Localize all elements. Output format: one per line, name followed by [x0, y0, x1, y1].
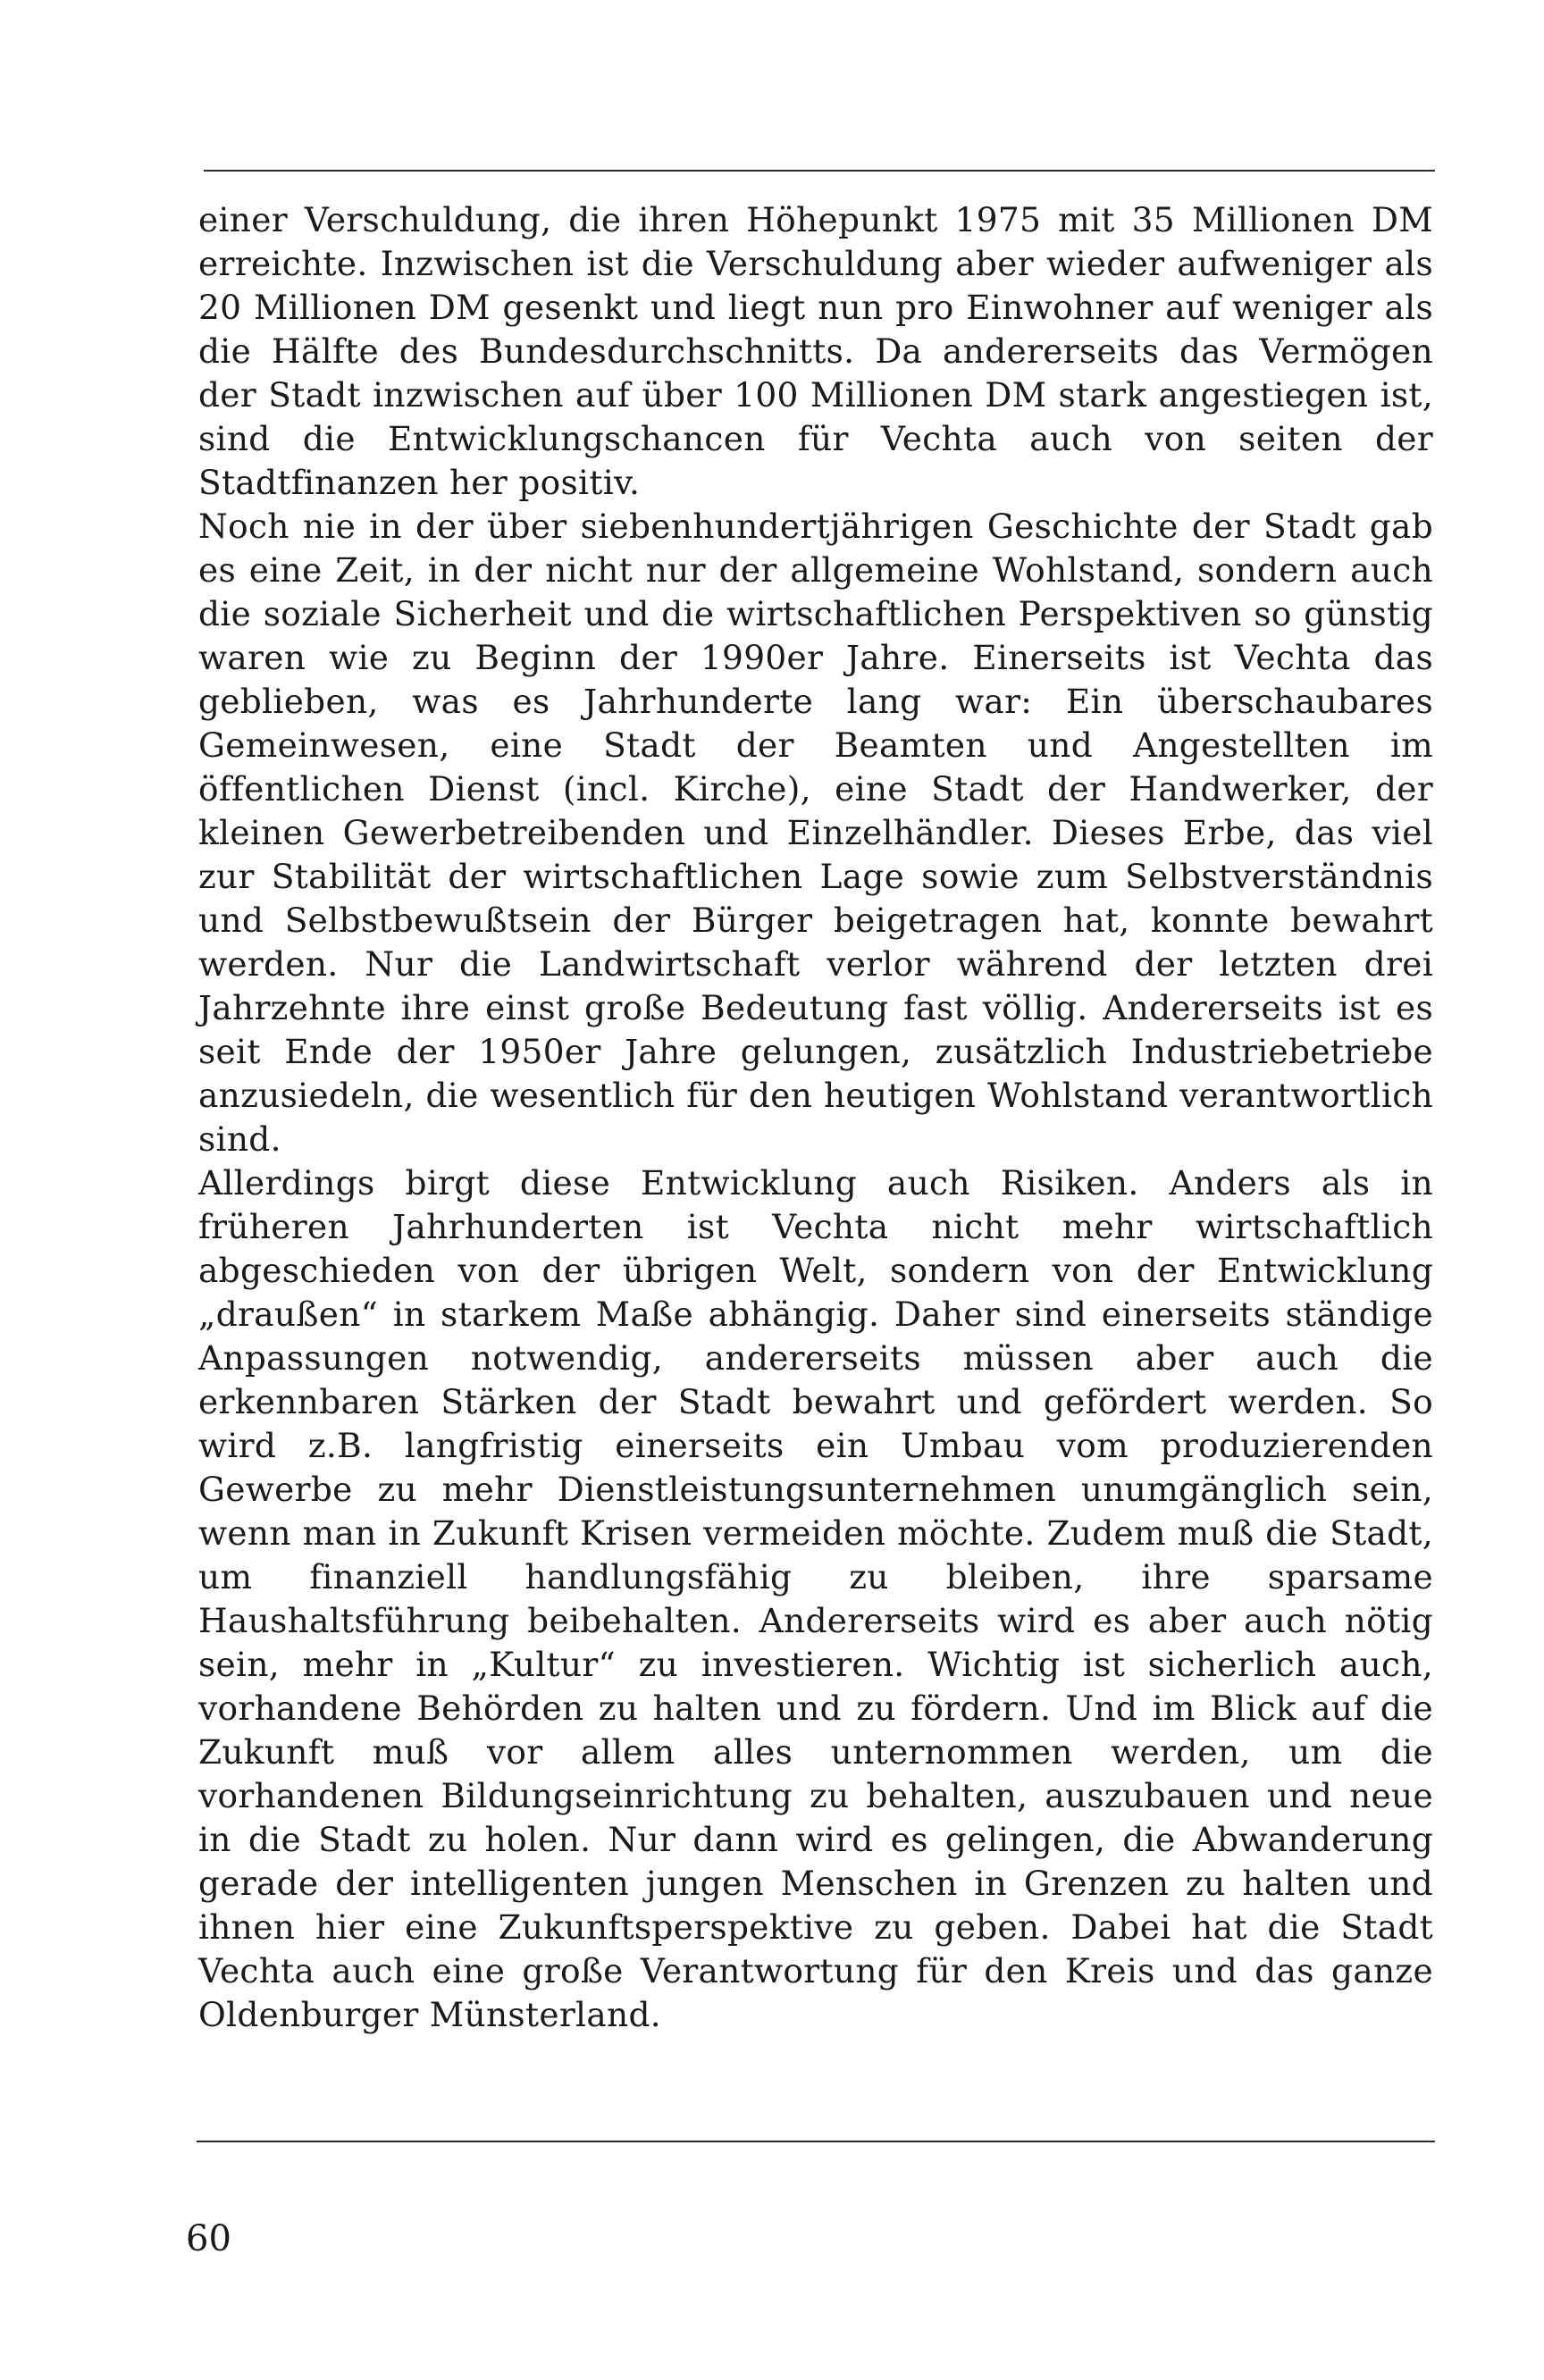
- page-number: 60: [186, 2218, 231, 2259]
- paragraph-1: einer Verschuldung, die ihren Höhepunkt 1975 mit 35 Millionen DM erreichte. Inzwischen ist die Verschuldung aber wieder aufweniger als 20 Millionen DM gesenkt und liegt nun pro Einwohner auf weniger als die Hälfte des Bundesdurchschnitts. Da andererseits das Vermögen der Stadt inzwischen auf über 100 Millionen DM stark angestiegen ist, sind die Entwicklungschancen für Vechta auch von seiten der Stadtfinanzen her positiv.: [198, 200, 1433, 502]
- bottom-rule: [197, 2141, 1435, 2142]
- top-rule: [204, 170, 1435, 172]
- paragraph-2: Noch nie in der über siebenhundertjährigen Geschichte der Stadt gab es eine Zeit, in der nicht nur der allgemeine Wohlstand, sondern auch die soziale Sicherheit und die wirtschaftlichen Perspektiven so günstig waren wie zu Beginn der 1990er Jahre. Einerseits ist Vechta das geblieben, was es Jahrhunderte lang war: Ein überschaubares Gemeinwesen, eine Stadt der Beamten und Angestellten im öffentlichen Dienst (incl. Kirche), eine Stadt der Handwerker, der kleinen Gewerbetreibenden und Einzelhändler. Dieses Erbe, das viel zur Stabilität der wirtschaftlichen Lage sowie zum Selbstverständnis und Selbstbewußtsein der Bürger beigetragen hat, konnte bewahrt werden. Nur die Landwirtschaft verlor während der letzten drei Jahrzehnte ihre einst große Bedeutung fast völlig. Andererseits ist es seit Ende der 1950er Jahre gelungen, zusätzlich Industriebetriebe anzusiedeln, die wesentlich für den heutigen Wohlstand verantwortlich sind.: [198, 507, 1433, 1159]
- paragraph-3: Allerdings birgt diese Entwicklung auch Risiken. Anders als in früheren Jahrhunderten ist Vechta nicht mehr wirtschaftlich abgeschieden von der übrigen Welt, sondern von der Entwicklung „draußen“ in starkem Maße abhängig. Daher sind einerseits ständige Anpassungen notwendig, andererseits müssen aber auch die erkennbaren Stärken der Stadt bewahrt und gefördert werden. So wird z.B. langfristig einerseits ein Umbau vom produzierenden Gewerbe zu mehr Dienstleistungsunternehmen unumgänglich sein, wenn man in Zukunft Krisen vermeiden möchte. Zudem muß die Stadt, um finanziell handlungsfähig zu bleiben, ihre sparsame Haushaltsführung beibehalten. Andererseits wird es aber auch nötig sein, mehr in „Kultur“ zu investieren. Wichtig ist sicherlich auch, vorhandene Behörden zu halten und zu fördern. Und im Blick auf die Zukunft muß vor allem alles unternommen werden, um die vorhandenen Bildungseinrichtung zu behalten, auszubauen und neue in die Stadt zu holen. Nur dann wird es gelingen, die Abwanderung gerade der intelligenten jungen Menschen in Grenzen zu halten und ihnen hier eine Zukunftsperspektive zu geben. Dabei hat die Stadt Vechta auch eine große Verantwortung für den Kreis und das ganze Oldenburger Münsterland.: [198, 1163, 1433, 2034]
- body-text: [198, 198, 1433, 2037]
